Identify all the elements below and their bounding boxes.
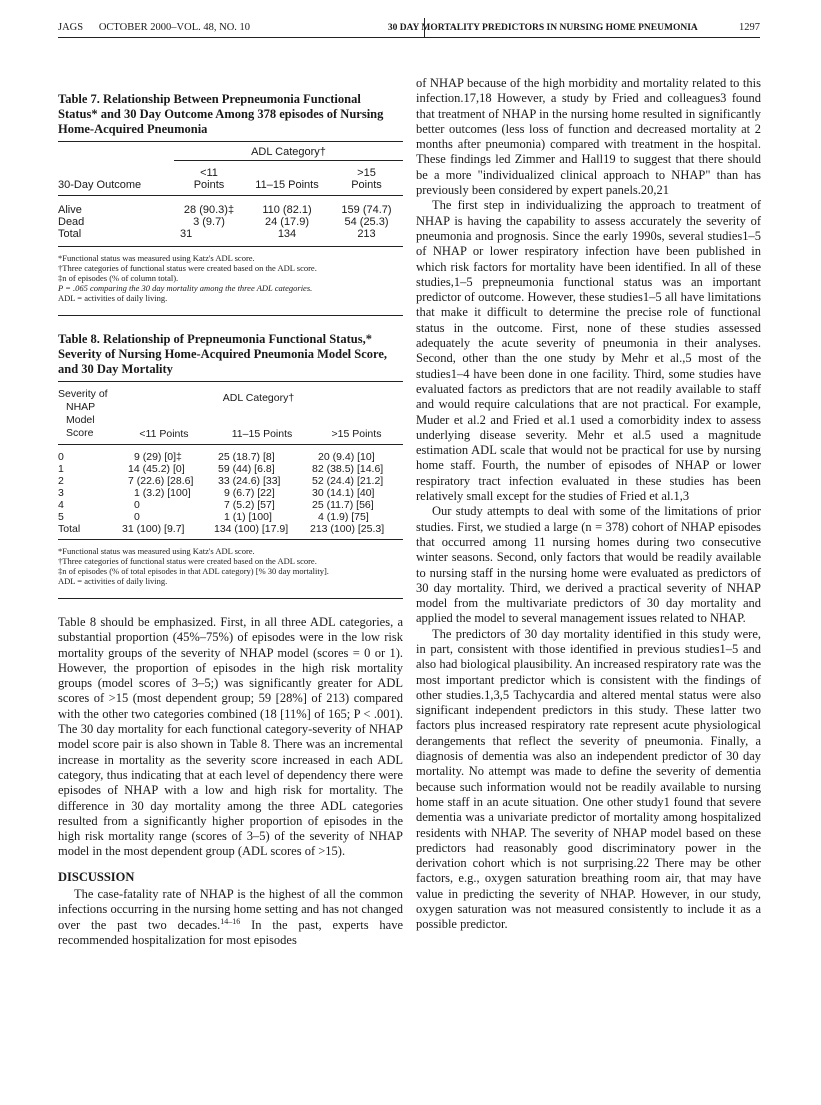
table-cell: 25 (18.7) [8]: [218, 451, 275, 463]
column-header: Points: [351, 179, 382, 191]
outcome-header: 30-Day Outcome: [58, 179, 142, 191]
row-label: Dead: [58, 216, 85, 228]
column-header: 11–15 Points: [255, 179, 319, 191]
paragraph: [58, 887, 403, 948]
table-row: [58, 463, 403, 475]
table-cell: 54 (25.3): [344, 216, 389, 228]
table-cell: 9 (29) [0]‡: [134, 451, 182, 463]
table-row: [58, 487, 403, 499]
table-cell: 28 (90.3)‡: [183, 204, 235, 216]
table-cell: 24 (17.9): [264, 216, 310, 228]
table-cell: 213: [357, 228, 376, 240]
header-rule: [58, 37, 760, 38]
row-label: Total: [58, 523, 81, 535]
footnote: †Three categories of functional status were created based on the ADL score.: [58, 263, 317, 273]
table-cell: 7 (22.6) [28.6]: [128, 475, 194, 487]
table-8: [58, 332, 403, 599]
footnote: †Three categories of functional status were created based on the ADL score.: [58, 556, 317, 566]
table-cell: 213 (100) [25.3]: [310, 523, 385, 535]
column-header: 11–15 Points: [231, 428, 293, 440]
table-cell: 52 (24.4) [21.2]: [312, 475, 384, 487]
table-row: [58, 475, 403, 487]
paragraph-text: The case-fatality rate of NHAP is the highest of all the common infections occurring in the nursing home setting and has not changed over the past two decades.: [58, 887, 403, 932]
page-number: 1297: [739, 22, 760, 33]
left-body-text: [58, 615, 403, 948]
adl-category-header: ADL Category†: [222, 391, 295, 404]
table-cell: 159 (74.7): [341, 204, 392, 216]
table-7-footnotes: [58, 253, 403, 303]
table-cell: 33 (24.6) [33]: [218, 475, 281, 487]
table-row: [58, 511, 403, 523]
header-line: Severity of: [58, 388, 108, 400]
row-label: Alive: [58, 204, 82, 216]
footnote: ADL = activities of daily living.: [58, 293, 168, 303]
journal-info: JAGS OCTOBER 2000–VOL. 48, NO. 10: [58, 22, 251, 33]
left-column: [58, 92, 403, 948]
table-cell: 30 (14.1) [40]: [312, 487, 375, 499]
table-row: [58, 523, 403, 540]
row-label: 0: [58, 451, 64, 463]
table-row: [58, 499, 403, 511]
table-cell: 1 (1) [100]: [224, 511, 272, 523]
column-header: >15: [357, 167, 376, 179]
table-row: [58, 196, 403, 217]
column-header: <11 Points: [139, 428, 189, 440]
table-rule: [58, 381, 403, 382]
paragraph: The first step in individualizing the approach to treatment of NHAP is having the capability to assess accurately the severity of pneumonia and prognosis. Since the early 1990s, several studies1–5 of NHAP or lower respiratory infection have been published in which risk factors for mortality have been identified. In all of these studies,1–5 prepneumonia functional status was an important predictor of outcome. However, these studies1–5 all have limitations that make it difficult to determine the precise role of functional status in the outcome. First, none of these studies assessed adequately the acute severity of pneumonia in their analyses. Second, other than the one study by Mehr et al.,5 most of the studies1–4 have been done in one facility. Third, some studies have evaluated factors as predictors that are not readily available to staff and would require calculations that are not practical. For example, Muder et al.2 and Fried et al.1 used a comorbidity index to assess underlying disease severity. Mehr et al.5 used a magnitude estimation ADL scale that would not be practical for use by nursing home staff. Fourth, the number of episodes of NHAP or lower respiratory tract infection evaluated in these studies has been relatively small except for the studies of Fried et al.1,3: [416, 198, 761, 504]
table-end-rule: [58, 315, 403, 316]
table-cell: 0: [134, 499, 140, 511]
table-cell: 82 (38.5) [14.6]: [312, 463, 384, 475]
row-label: 1: [58, 463, 64, 475]
table-7: [58, 92, 403, 316]
table-cell: 20 (9.4) [10]: [318, 451, 375, 463]
severity-header: [58, 388, 114, 445]
column-header: <11: [200, 167, 218, 179]
table-cell: 4 (1.9) [75]: [318, 511, 369, 523]
right-body-text: [416, 76, 761, 933]
table-7-grid: [58, 146, 403, 247]
table-row: [58, 445, 403, 464]
paragraph: Our study attempts to deal with some of the limitations of prior studies. First, we studied a large (n = 378) cohort of NHAP episodes that occurred among 11 nursing homes during two consecutive winter seasons. Second, only factors that would be readily available to nursing staff in the nursing home were evaluated as predictors of 30 day mortality. Third, we derived a practical severity of NHAP model from the multivariate predictors of 30 day mortality and applied the model to several management issues related to NHAP.: [416, 504, 761, 626]
table-cell: 59 (44) [6.8]: [218, 463, 275, 475]
paragraph: The predictors of 30 day mortality identified in this study were, in part, consistent with those identified in previous studies1–5 and also had biological plausibility. An increased respiratory rate was the most important predictor which is consistent with the findings of other studies.1,3,5 Tachycardia and altered mental status were also significant independent predictors in this study. These latter two factors plus increased respiratory rate represent acute physiological derangements that reflect the severity of pneumonia. Finally, a diagnosis of dementia was also an independent predictor of 30 day mortality. No attempt was made to define the severity of dementia because such information would not be readily available to nursing home staff in an acute situation. One other study1 found that severe dementia was a univariate predictor of mortality among hospitalized residents with NHAP. The severity of NHAP model based on these predictors had reasonably good discriminatory power in the derivation cohort which is not surprising.22 There may be other factors, e.g., oxygen saturation breathing room air, that may have value in predicting the severity of NHAP. However, in our study, oxygen saturation was not measured consistently to include it as a possible predictor.: [416, 626, 761, 932]
right-column: [416, 76, 761, 933]
header-line: Score: [66, 427, 94, 439]
table-cell: 7 (5.2) [57]: [224, 499, 275, 511]
table-cell: 134: [277, 228, 297, 240]
column-header: >15 Points: [331, 428, 382, 440]
table-row: [58, 228, 403, 247]
row-label: 4: [58, 499, 64, 511]
table-cell: 110 (82.1): [262, 204, 312, 216]
column-header: [244, 161, 330, 180]
table-8-footnotes: [58, 546, 403, 586]
section-heading: DISCUSSION: [58, 869, 135, 884]
table-cell: 31: [180, 228, 193, 240]
footnote: ‡n of episodes (% of total episodes in that ADL category) [% 30 day mortality].: [58, 566, 329, 576]
table-cell: 14 (45.2) [0]: [128, 463, 185, 475]
running-header: [58, 18, 760, 38]
table-7-caption: Table 7. Relationship Between Prepneumonia Functional Status* and 30 Day Outcome Among 378 episodes of Nursing Home-Acquired Pneumonia: [58, 92, 384, 136]
header-line: NHAP: [66, 401, 96, 413]
adl-category-header: ADL Category†: [174, 146, 403, 161]
table-cell: 1 (3.2) [100]: [134, 487, 191, 499]
footnote: ADL = activities of daily living.: [58, 576, 168, 586]
table-cell: 31 (100) [9.7]: [122, 523, 185, 535]
row-label: 5: [58, 511, 64, 523]
row-label: 3: [58, 487, 64, 499]
citation: 14–16: [220, 916, 241, 926]
table-8-grid: [58, 388, 403, 540]
row-label: Total: [58, 228, 82, 240]
footnote: ‡n of episodes (% of column total).: [58, 273, 179, 283]
table-row: [58, 216, 403, 228]
footnote: P = .065 comparing the 30 day mortality among the three ADL categories.: [58, 283, 313, 293]
paragraph-text: In the past, experts have recommended hospitalization for most episodes: [58, 917, 403, 947]
table-cell: 9 (6.7) [22]: [224, 487, 275, 499]
table-cell: 25 (11.7) [56]: [312, 499, 374, 511]
table-cell: 3 (9.7): [193, 216, 225, 228]
header-right: [388, 22, 760, 33]
paragraph: of NHAP because of the high morbidity and mortality related to this infection.17,18 However, a study by Fried and colleagues3 found that treatment of NHAP in the nursing home resulted in significantly better outcomes (less loss of function and decreased mortality at 2 months after pneumonia) compared with treatment in the hospital. These findings led Zimmer and Hall19 to suggest that there should be a more "individualized clinical approach to NHAP" than has previously been considered by expert panels.20,21: [416, 76, 761, 198]
footnote: *Functional status was measured using Katz's ADL score.: [58, 546, 255, 556]
row-label: 2: [58, 475, 64, 487]
table-cell: 134 (100) [17.9]: [214, 523, 289, 535]
running-title: 30 DAY MORTALITY PREDICTORS IN NURSING HOME PNEUMONIA: [387, 23, 698, 33]
footnote: *Functional status was measured using Katz's ADL score.: [58, 253, 255, 263]
table-rule: [58, 141, 403, 142]
table-end-rule: [58, 598, 403, 599]
paragraph: Table 8 should be emphasized. First, in all three ADL categories, a substantial proportion (45%–75%) of episodes were in the low risk mortality groups of the severity of NHAP model (scores = 0 or 1). However, the proportion of episodes in the high risk mortality groups (model scores of 3–5;) was significantly greater for ADL scores of >15 (most dependent group; 59 [28%] of 213) compared with the other two categories combined (18 [11%] of 165; P < .001). The 30 day mortality for each functional category-severity of NHAP model score pair is also shown in Table 8. There was an incremental increase in mortality as the severity score increased in each ADL category, thus indicating that at each level of dependency there were episodes of NHAP with a low and high risk for mortality. The difference in 30 day mortality among the three ADL categories resulted from a significantly higher proportion of episodes in the high risk mortality range (scores of 3–5) of the severity of NHAP model in the most dependent group (ADL scores of >15).: [58, 615, 403, 859]
table-cell: 0: [134, 511, 140, 523]
table-8-caption: Table 8. Relationship of Prepneumonia Functional Status,* Severity of Nursing Home-Acquired Pneumonia Model Score, and 30 Day Mortality: [58, 332, 388, 376]
column-header: Points: [193, 179, 225, 191]
header-line: Model: [66, 414, 95, 426]
